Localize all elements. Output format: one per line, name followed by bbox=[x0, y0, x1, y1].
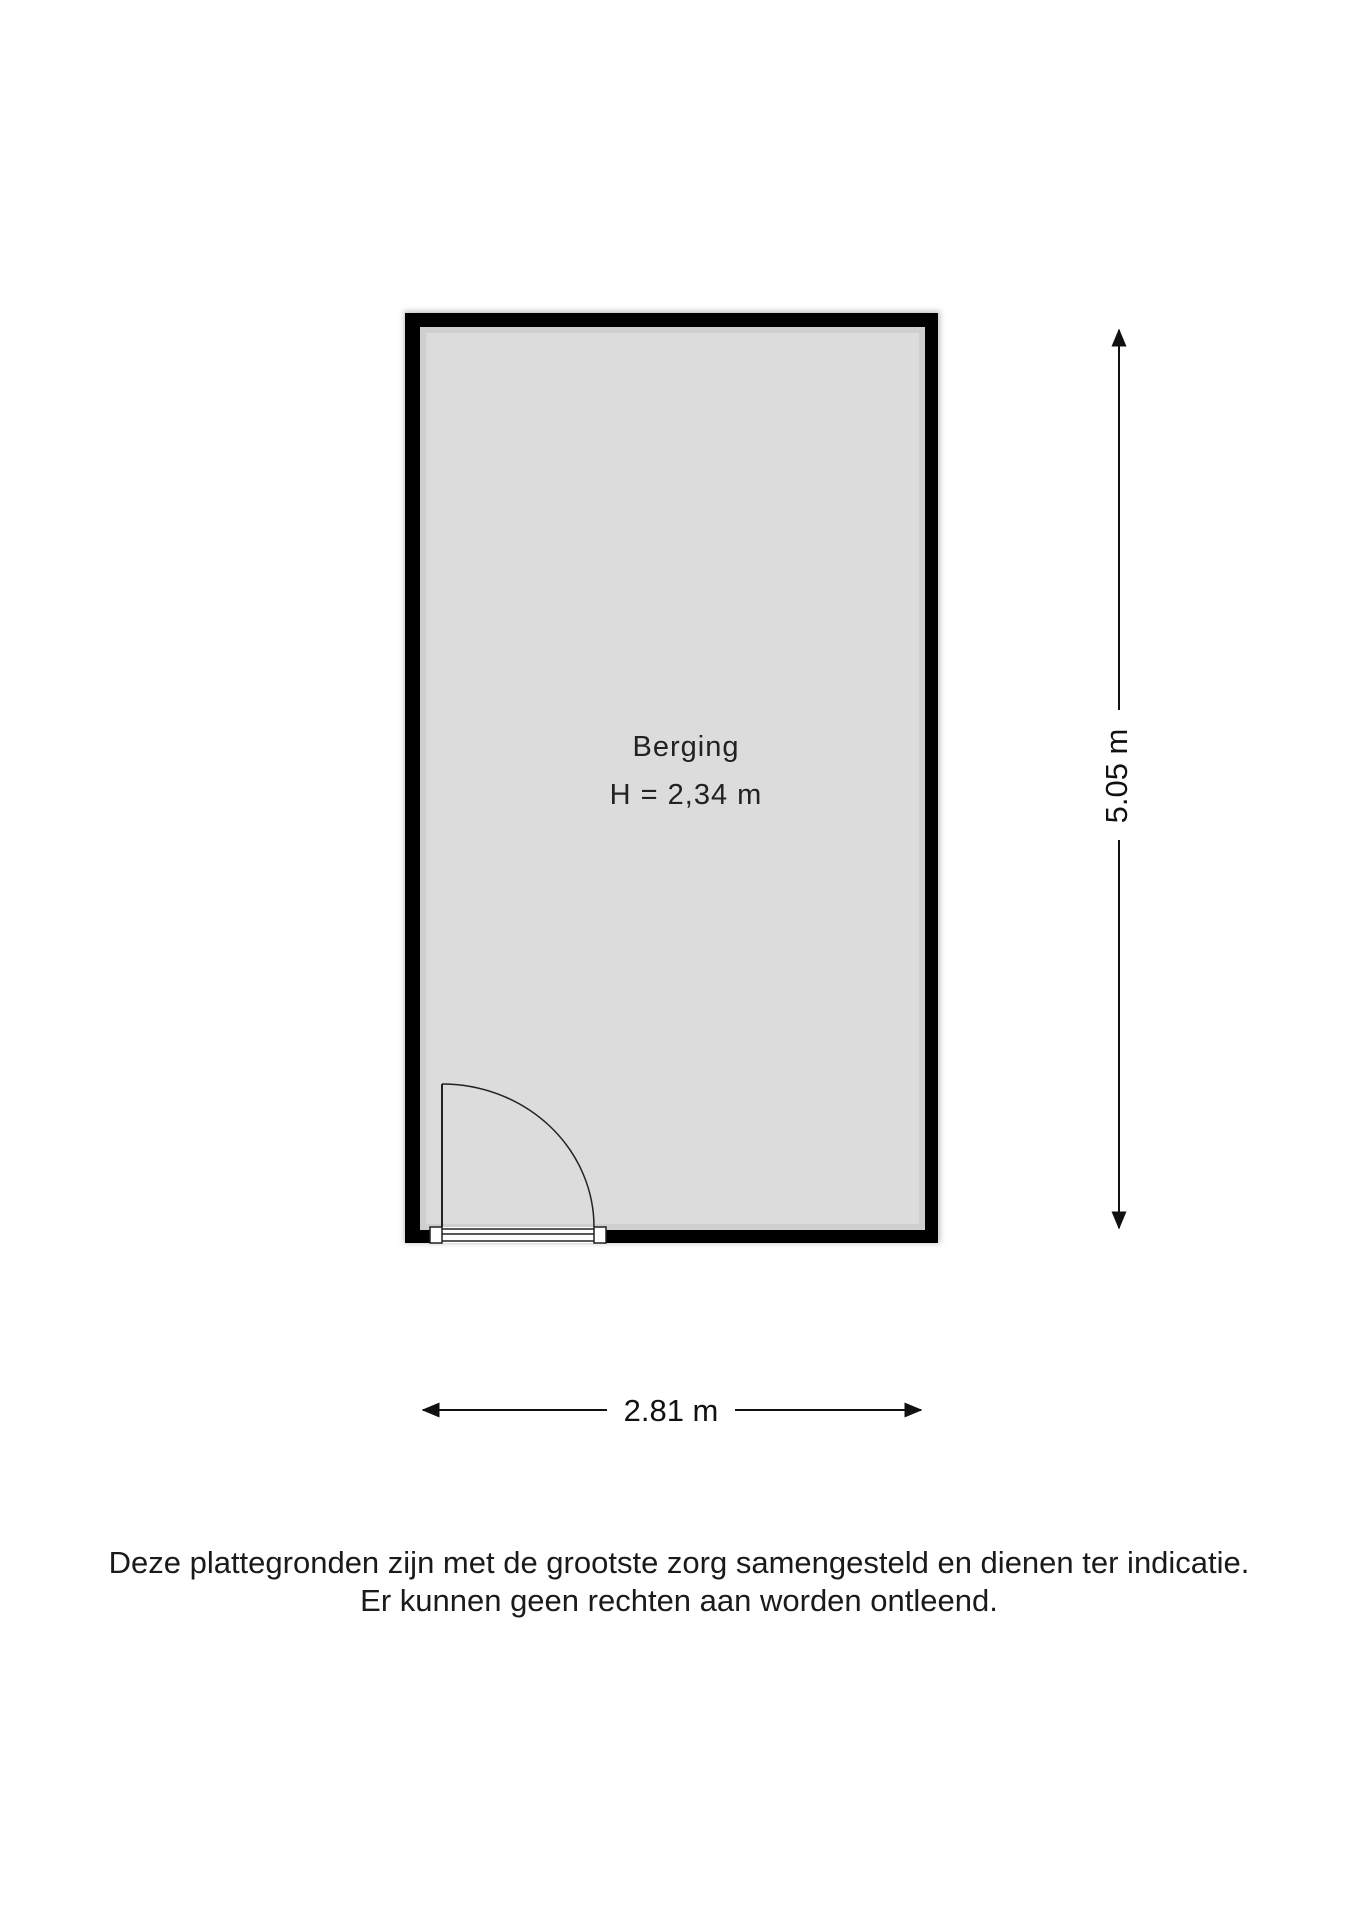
room-name: Berging bbox=[632, 731, 740, 763]
door-jamb-left bbox=[430, 1227, 442, 1243]
disclaimer-line-2: Er kunnen geen rechten aan worden ontleend. bbox=[360, 1583, 998, 1618]
disclaimer-line-1: Deze plattegronden zijn met de grootste zorg samengesteld en dienen ter indicatie. bbox=[108, 1545, 1250, 1580]
room-height: H = 2,34 m bbox=[609, 779, 763, 811]
width-dimension bbox=[423, 1393, 921, 1428]
disclaimer bbox=[0, 1544, 1358, 1620]
width-label: 2.81 m bbox=[623, 1393, 719, 1428]
length-label: 5.05 m bbox=[1099, 728, 1135, 824]
length-dimension bbox=[1099, 330, 1134, 1228]
door-jamb-right bbox=[594, 1227, 606, 1243]
